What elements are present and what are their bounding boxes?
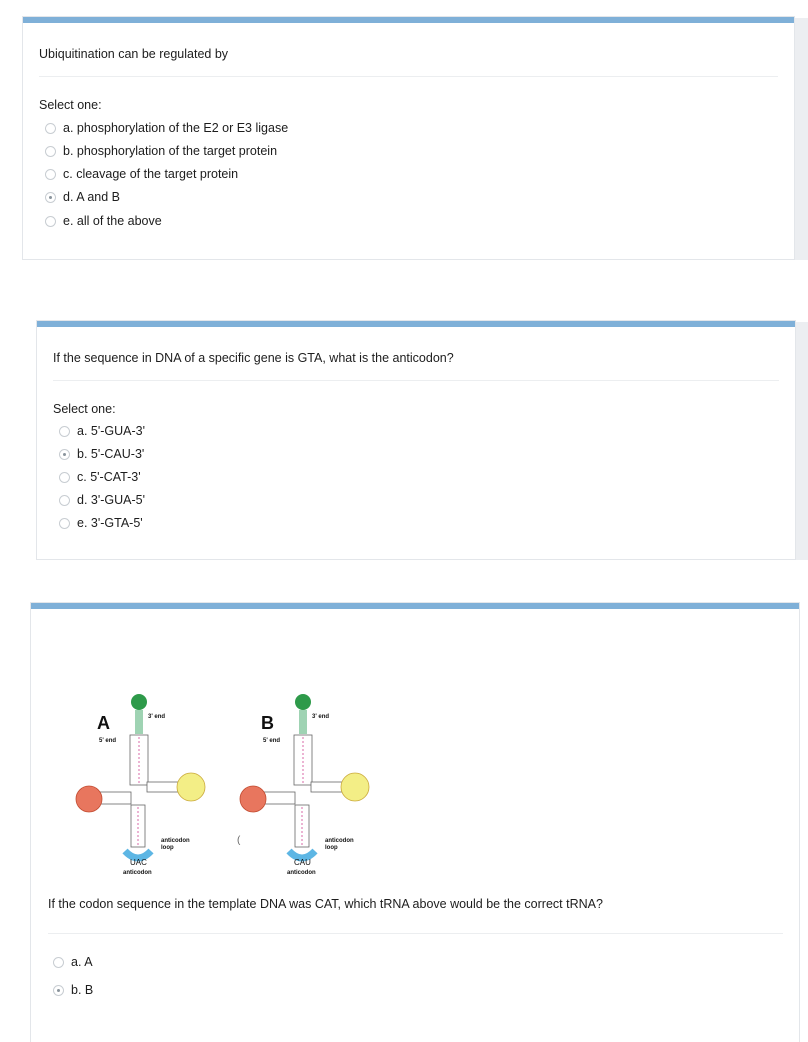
radio-button[interactable]: [45, 169, 56, 180]
trna-panel-b: [240, 694, 369, 875]
anticodon-label: anticodon: [123, 870, 152, 875]
card-topbar: [31, 603, 799, 609]
option-label: c. 5'-CAT-3': [77, 470, 141, 484]
trna-panel-a: [76, 694, 241, 875]
answer-option[interactable]: [45, 188, 120, 206]
acceptor-sphere: [131, 694, 147, 710]
option-label: b. phosphorylation of the target protein: [63, 144, 278, 158]
select-one-prompt: Select one:: [39, 98, 102, 112]
page-scroll-shade: [795, 322, 808, 560]
option-label: e. 3'-GTA-5': [77, 516, 143, 530]
five-end-label: 5' end: [263, 738, 281, 744]
stray-paren: (: [237, 835, 241, 846]
radio-button[interactable]: [59, 472, 70, 483]
answer-option[interactable]: [45, 142, 277, 160]
page-scroll-shade: [795, 18, 808, 260]
radio-button[interactable]: [59, 518, 70, 529]
loop-label: anticodon: [325, 838, 354, 844]
question-card-2: [36, 320, 796, 560]
acceptor-stem: [135, 710, 143, 734]
acceptor-stem: [299, 710, 307, 734]
three-end-label: 3' end: [148, 714, 166, 720]
option-label: a. A: [71, 955, 93, 969]
answer-option[interactable]: [59, 422, 145, 440]
option-label: a. phosphorylation of the E2 or E3 ligase: [63, 121, 289, 135]
panel-letter: B: [261, 713, 274, 733]
t-arm: [147, 782, 179, 792]
radio-button-selected[interactable]: [59, 449, 70, 460]
answer-option[interactable]: [53, 981, 93, 999]
question-text: If the codon sequence in the template DNA was CAT, which tRNA above would be the correct tRNA?: [48, 897, 603, 911]
radio-button[interactable]: [59, 426, 70, 437]
loop-label: loop: [325, 845, 338, 851]
option-label: d. A and B: [63, 190, 120, 204]
anticodon-sequence: UAC: [130, 858, 147, 867]
radio-button[interactable]: [45, 216, 56, 227]
option-label: e. all of the above: [63, 214, 162, 228]
acceptor-sphere: [295, 694, 311, 710]
option-label: d. 3'-GUA-5': [77, 493, 145, 507]
option-label: b. 5'-CAU-3': [77, 447, 145, 461]
answer-option[interactable]: [45, 212, 162, 230]
t-arm: [311, 782, 343, 792]
radio-button-selected[interactable]: [45, 192, 56, 203]
answer-option[interactable]: [45, 119, 288, 137]
answer-option[interactable]: [45, 165, 238, 183]
card-topbar: [23, 17, 794, 23]
answer-option[interactable]: [59, 445, 144, 463]
question-text: Ubiquitination can be regulated by: [39, 47, 229, 61]
anticodon-sequence: CAU: [294, 858, 311, 867]
anticodon-loop: [289, 851, 315, 858]
divider: [48, 933, 783, 934]
option-label: a. 5'-GUA-3': [77, 424, 145, 438]
radio-button[interactable]: [45, 123, 56, 134]
select-one-prompt: Select one:: [53, 402, 116, 416]
answer-option[interactable]: [53, 953, 93, 971]
answer-option[interactable]: [59, 468, 141, 486]
option-label: b. B: [71, 983, 94, 997]
answer-option[interactable]: [59, 491, 145, 509]
divider: [39, 76, 778, 77]
t-loop: [177, 773, 205, 801]
question-text: If the sequence in DNA of a specific gene is GTA, what is the anticodon?: [53, 351, 454, 365]
card-topbar: [37, 321, 795, 327]
panel-letter: A: [97, 713, 110, 733]
loop-label: loop: [161, 845, 174, 851]
three-end-label: 3' end: [312, 714, 330, 720]
anticodon-loop: [125, 851, 151, 858]
d-loop: [240, 786, 266, 812]
answer-option[interactable]: [59, 514, 143, 532]
radio-button[interactable]: [45, 146, 56, 157]
anticodon-label: anticodon: [287, 870, 316, 875]
radio-button[interactable]: [53, 957, 64, 968]
trna-figure: [75, 685, 395, 875]
t-loop: [341, 773, 369, 801]
d-loop: [76, 786, 102, 812]
question-card-1: [22, 16, 795, 260]
radio-button[interactable]: [59, 495, 70, 506]
option-label: c. cleavage of the target protein: [63, 167, 239, 181]
question-card-3: [30, 602, 800, 1042]
divider: [53, 380, 779, 381]
loop-label: anticodon: [161, 838, 190, 844]
five-end-label: 5' end: [99, 738, 117, 744]
radio-button-selected[interactable]: [53, 985, 64, 996]
